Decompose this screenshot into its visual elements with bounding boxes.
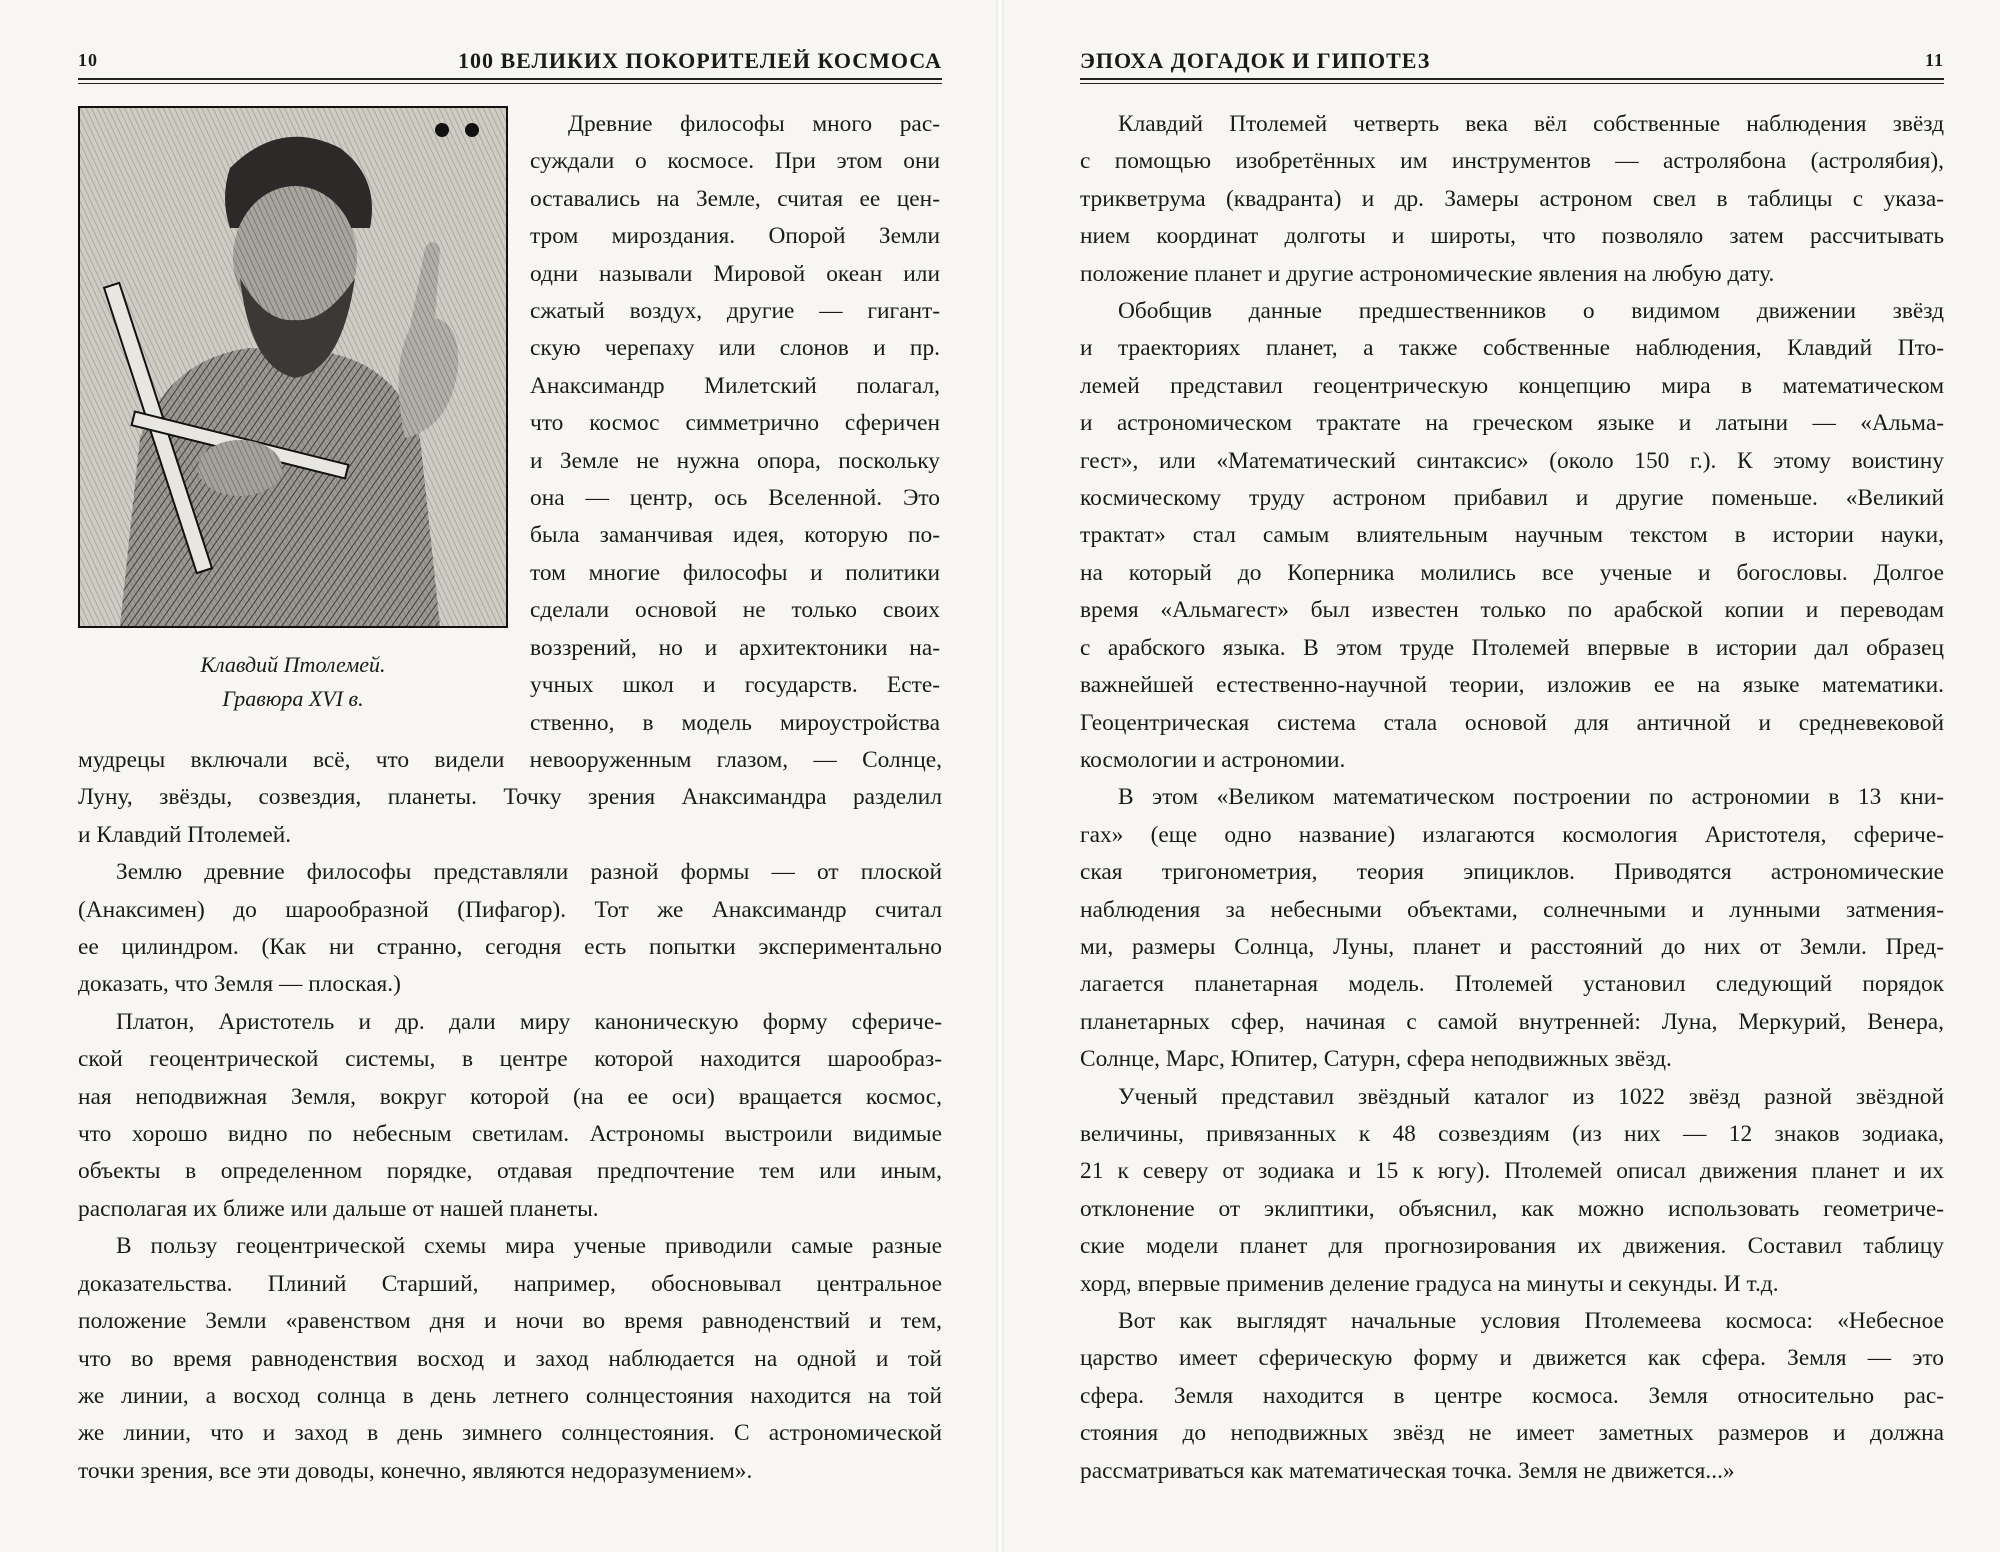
text-line: В пользу геоцентрической схемы мира ученые приводили самые разные — [116, 1233, 942, 1260]
engraving-portrait-icon — [80, 108, 506, 626]
text-line: мудрецы включали всё, что видели невооруженным глазом, — Солнце, — [78, 747, 942, 773]
header-rule — [78, 78, 942, 80]
text-line: царство имеет сферическую форму и движется как сфера. Земля — это — [1080, 1345, 1944, 1372]
text-line: ная неподвижная Земля, вокруг которой (на ее оси) вращается космос, — [78, 1083, 942, 1110]
header-rule-thin — [78, 83, 942, 84]
text-line: том многие философы и политики — [530, 559, 940, 586]
right-running-title: ЭПОХА ДОГАДОК И ГИПОТЕЗ — [1080, 48, 1431, 73]
text-line: же линии, что и заход в день зимнего солнцестояния. С астрономической — [78, 1420, 942, 1447]
text-line: космологии и астрономии. — [1080, 746, 1346, 773]
text-line: Вот как выглядят начальные условия Птолемеева космоса: «Небесное — [1118, 1308, 1944, 1334]
text-line: ская тригонометрия, теория эпициклов. Приводятся астрономические — [1080, 859, 1944, 886]
left-page-number: 10 — [78, 50, 98, 70]
text-line: она — центр, ось Вселенной. Это — [530, 485, 940, 512]
text-line: 21 к северу от зодиака и 15 к югу). Птолемей описал движения планет и их — [1080, 1158, 1944, 1185]
text-line: и Земле не нужна опора, поскольку — [530, 447, 940, 474]
caption-line: Гравюра XVI в. — [222, 686, 364, 711]
text-line: планетарных сфер, начиная с самой внутренней: Луна, Меркурий, Венера, — [1080, 1008, 1944, 1035]
text-line: трикветрума (квадранта) и др. Замеры астроном свел в таблицы с указа- — [1080, 185, 1944, 212]
text-line: В этом «Великом математическом построении по астрономии в 13 кни- — [1118, 784, 1944, 811]
text-line: наблюдения за небесными объектами, солнечными и лунными затмения- — [1080, 896, 1944, 923]
text-line: учных школ и государств. Есте- — [530, 672, 940, 699]
header-rule — [1080, 78, 1944, 80]
text-line: на который до Коперника молились все ученые и богословы. Долгое — [1080, 559, 1944, 586]
ptolemy-engraving — [78, 106, 508, 628]
text-line: трактат» стал самым влиятельным научным текстом в истории науки, — [1080, 522, 1944, 549]
text-line: Солнце, Марс, Юпитер, Сатурн, сфера неподвижных звёзд. — [1080, 1046, 1672, 1073]
text-line: сделали основой не только своих — [530, 597, 940, 624]
text-line: что хорошо видно по небесным светилам. Астрономы выстроили видимые — [78, 1121, 942, 1148]
right-body-text — [1080, 106, 1944, 1490]
right-page — [1000, 0, 2000, 1552]
text-line: Луну, звёзды, созвездия, планеты. Точку зрения Анаксимандра разделил — [78, 784, 942, 811]
text-line: оставались на Земле, считая ее цен- — [530, 185, 940, 212]
text-line: и Клавдий Птолемей. — [78, 821, 292, 848]
text-line: лемей представил геоцентрическую концепцию мира в математическом — [1080, 372, 1944, 399]
text-line: ские модели планет для прогнозирования их движения. Составил таблицу — [1080, 1233, 1944, 1260]
text-line: одни называли Мировой океан или — [530, 260, 940, 287]
header-rule-thin — [1080, 83, 1944, 84]
left-full-width-text — [78, 742, 942, 1490]
text-line: отклонение от эклиптики, объяснил, как можно использовать геометриче- — [1080, 1195, 1944, 1222]
text-line: положение планет и другие астрономические явления на любую дату. — [1080, 260, 1775, 287]
left-running-header — [78, 44, 942, 84]
right-running-header — [1080, 44, 1944, 84]
text-line: Землю древние философы представляли разной формы — от плоской — [116, 859, 942, 886]
text-line: рассматриваться как математическая точка. Земля не движется...» — [1080, 1457, 1735, 1484]
text-line: положение Земли «равенством дня и ночи во время равноденствий и тем, — [78, 1308, 942, 1335]
figure-caption — [78, 648, 508, 716]
text-line: гах» (еще одно название) излагаются космология Аристотеля, сфериче- — [1080, 821, 1944, 848]
text-line: Геоцентрическая система стала основой для античной и средневековой — [1080, 709, 1944, 736]
text-line: же линии, а восход солнца в день летнего солнцестояния находится на той — [78, 1382, 942, 1409]
text-line: что космос симметрично сферичен — [530, 410, 940, 437]
text-line: была заманчивая идея, которую по- — [530, 522, 940, 549]
text-line: (Анаксимен) до шарообразной (Пифагор). Тот же Анаксимандр считал — [78, 896, 942, 923]
text-line: Обобщив данные предшественников о видимом движении звёзд — [1118, 298, 1944, 325]
text-line: суждали о космосе. При этом они — [530, 148, 940, 175]
text-line: объекты в определенном порядке, отдавая предпочтение тем или иным, — [78, 1158, 942, 1185]
text-line: доказательства. Плиний Старший, например, обосновывал центральное — [78, 1270, 942, 1297]
text-line: Платон, Аристотель и др. дали миру каноническую форму сфериче- — [116, 1008, 942, 1035]
side-column-text — [530, 106, 940, 742]
text-line: сжатый воздух, другие — гигант- — [530, 298, 940, 325]
left-running-title: 100 ВЕЛИКИХ ПОКОРИТЕЛЕЙ КОСМОСА — [457, 48, 942, 73]
right-page-number: 11 — [1924, 50, 1944, 70]
text-line: стояния до неподвижных звёзд не имеет заметных размеров и должна — [1080, 1420, 1944, 1447]
text-line: лагается планетарная модель. Птолемей установил следующий порядок — [1080, 971, 1944, 998]
text-line: ми, размеры Солнца, Луны, планет и расстояний до них от Земли. Пред- — [1080, 933, 1944, 960]
text-line: величины, привязанных к 48 созвездиям (из них — 12 знаков зодиака, — [1080, 1120, 1944, 1147]
text-line: ее цилиндром. (Как ни странно, сегодня есть попытки экспериментально — [78, 934, 942, 961]
text-line: скую черепаху или слонов и пр. — [530, 335, 940, 362]
text-line: тром мироздания. Опорой Земли — [530, 223, 940, 250]
text-line: располагая их ближе или дальше от нашей планеты. — [78, 1195, 599, 1222]
text-line: Клавдий Птолемей четверть века вёл собственные наблюдения звёзд — [1118, 111, 1944, 137]
caption-line: Клавдий Птолемей. — [200, 652, 386, 677]
text-line: важнейшей естественно-научной теории, изложив ее на языке математики. — [1080, 672, 1944, 699]
text-line: ственно, в модель мироустройства — [530, 709, 940, 736]
text-line: ской геоцентрической системы, в центре которой находится шарообраз- — [78, 1046, 942, 1073]
text-line: сфера. Земля находится в центре космоса. Земля относительно рас- — [1080, 1382, 1944, 1409]
text-line: и траекториях планет, а также собственные наблюдения, Клавдий Пто- — [1080, 335, 1944, 362]
text-line: гест», или «Математический синтаксис» (около 150 г.). К этому воистину — [1080, 447, 1944, 474]
text-line: с арабского языка. В этом труде Птолемей впервые в истории дал образец — [1080, 634, 1944, 661]
text-line: доказать, что Земля — плоская.) — [78, 971, 401, 998]
text-line: Древние философы много рас- — [568, 111, 940, 137]
text-line: что во время равноденствия восход и заход наблюдается на одной и той — [78, 1345, 942, 1372]
text-line: воззрений, но и архитектоники на- — [530, 634, 940, 661]
text-line: с помощью изобретённых им инструментов — астролябона (астролябия), — [1080, 148, 1944, 175]
text-line: Анаксимандр Милетский полагал, — [530, 372, 940, 399]
text-line: Ученый представил звёздный каталог из 1022 звёзд разной звёздной — [1118, 1083, 1944, 1110]
text-line: точки зрения, все эти доводы, конечно, являются недоразумением». — [78, 1457, 753, 1484]
text-line: нием координат долготы и широты, что позволяло затем рассчитывать — [1080, 223, 1944, 250]
text-line: космическому труду астроном прибавил и другие поменьше. «Великий — [1080, 485, 1944, 512]
text-line: и астрономическом трактате на греческом языке и латыни — «Альма- — [1080, 410, 1944, 437]
text-line: время «Альмагест» был известен только по арабской копии и переводам — [1080, 597, 1944, 624]
text-line: хорд, впервые применив деление градуса на минуты и секунды. И т.д. — [1080, 1270, 1779, 1297]
